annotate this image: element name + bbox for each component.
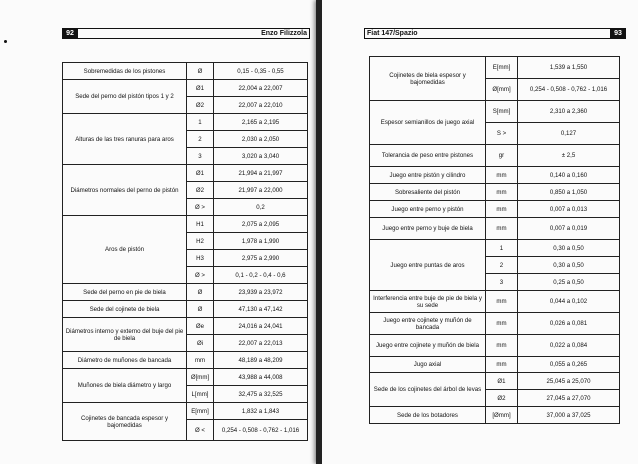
- row-symbol: 3: [486, 274, 518, 291]
- table-row: [370, 57, 620, 79]
- table-row: [63, 352, 308, 369]
- table-row: [370, 101, 620, 123]
- row-symbol: mm: [486, 291, 518, 313]
- margin-dot: [4, 40, 7, 43]
- row-symbol: mm: [486, 201, 518, 218]
- row-value: 24,016 a 24,041: [214, 318, 308, 335]
- table-row: [63, 369, 308, 386]
- row-value: 1,832 a 1,843: [214, 403, 308, 420]
- table-row: [63, 284, 308, 301]
- row-description: Juego entre cojinete y muñón de bancada: [370, 313, 486, 335]
- table-row: [63, 318, 308, 335]
- row-symbol: L[mm]: [187, 386, 214, 403]
- row-symbol: Ø1: [486, 373, 518, 390]
- row-description: Sobresaliente del pistón: [370, 184, 486, 201]
- table-row: [63, 114, 308, 131]
- row-symbol: Ø: [187, 301, 214, 318]
- table-row: [370, 335, 620, 357]
- row-value: 22,004 a 22,007: [214, 80, 308, 97]
- right-page: [322, 0, 638, 464]
- row-value: 32,475 a 32,525: [214, 386, 308, 403]
- row-symbol: gr: [486, 145, 518, 167]
- table-row: [370, 201, 620, 218]
- row-description: Espesor semianillos de juego axial: [370, 101, 486, 145]
- row-value: 2,030 a 2,050: [214, 131, 308, 148]
- row-symbol: 2: [187, 131, 214, 148]
- row-value: 22,007 a 22,013: [214, 335, 308, 352]
- row-symbol: 1: [187, 114, 214, 131]
- row-value: 0,2: [214, 199, 308, 216]
- row-value: 48,189 a 48,209: [214, 352, 308, 369]
- row-value: 0,140 a 0,160: [518, 167, 620, 184]
- row-value: 22,007 a 22,010: [214, 97, 308, 114]
- row-value: 1,978 a 1,990: [214, 233, 308, 250]
- row-symbol: E[mm]: [187, 403, 214, 420]
- row-value: 0,007 a 0,019: [518, 218, 620, 240]
- table-row: [63, 216, 308, 233]
- row-value: ± 2,5: [518, 145, 620, 167]
- table-row: [370, 145, 620, 167]
- row-value: 0,127: [518, 123, 620, 145]
- row-symbol: Ø >: [187, 199, 214, 216]
- row-value: 3,020 a 3,040: [214, 148, 308, 165]
- table-row: [63, 63, 308, 80]
- row-description: Muñones de biela diámetro y largo: [63, 369, 187, 403]
- row-description: Diámetro de muñones de bancada: [63, 352, 187, 369]
- left-page-number: 92: [62, 28, 78, 39]
- row-value: 0,30 a 0,50: [518, 257, 620, 274]
- row-value: 0,1 - 0,2 - 0,4 - 0,6: [214, 267, 308, 284]
- row-symbol: 1: [486, 240, 518, 257]
- row-value: 2,310 a 2,360: [518, 101, 620, 123]
- row-value: 2,975 a 2,990: [214, 250, 308, 267]
- row-symbol: mm: [486, 335, 518, 357]
- left-page: [0, 0, 316, 464]
- table-row: [370, 407, 620, 424]
- row-symbol: H1: [187, 216, 214, 233]
- row-symbol: E[mm]: [486, 57, 518, 79]
- row-symbol: [Ømm]: [486, 407, 518, 424]
- table-row: [370, 240, 620, 257]
- row-value: 25,045 a 25,070: [518, 373, 620, 390]
- row-description: Cojinetes de biela espesor y bajomedidas: [370, 57, 486, 101]
- row-value: 0,254 - 0,508 - 0,762 - 1,016: [214, 420, 308, 441]
- row-description: Jugo axial: [370, 357, 486, 373]
- row-symbol: Ø1: [187, 165, 214, 182]
- row-description: Juego entre perno y pistón: [370, 201, 486, 218]
- row-value: 2,165 a 2,195: [214, 114, 308, 131]
- row-description: Sede del cojinete de biela: [63, 301, 187, 318]
- table-row: [63, 301, 308, 318]
- row-value: 21,994 a 21,997: [214, 165, 308, 182]
- row-description: Sede del perno en pie de biela: [63, 284, 187, 301]
- row-value: 0,055 a 0,265: [518, 357, 620, 373]
- table-row: [63, 80, 308, 97]
- row-description: Alturas de las tres ranuras para aros: [63, 114, 187, 165]
- right-running-head: Fiat 147/Spazio: [367, 30, 418, 37]
- row-value: 47,130 a 47,142: [214, 301, 308, 318]
- row-symbol: Ø2: [486, 390, 518, 407]
- row-symbol: Ø: [187, 63, 214, 80]
- row-description: Sede del perno del pistón tipos 1 y 2: [63, 80, 187, 114]
- row-value: 23,939 a 23,972: [214, 284, 308, 301]
- row-value: 43,988 a 44,008: [214, 369, 308, 386]
- row-symbol: mm: [187, 352, 214, 369]
- row-value: 0,850 a 1,050: [518, 184, 620, 201]
- row-value: 0,022 a 0,084: [518, 335, 620, 357]
- right-spec-table: [369, 56, 620, 424]
- right-page-header: [364, 28, 626, 39]
- row-description: Aros de pistón: [63, 216, 187, 284]
- row-description: Tolerancia de peso entre pistones: [370, 145, 486, 167]
- row-symbol: mm: [486, 167, 518, 184]
- row-value: 0,30 a 0,50: [518, 240, 620, 257]
- left-page-header: [62, 28, 310, 39]
- table-row: [370, 373, 620, 390]
- row-value: 27,045 a 27,070: [518, 390, 620, 407]
- row-value: 0,026 a 0,081: [518, 313, 620, 335]
- row-value: 0,15 - 0,35 - 0,55: [214, 63, 308, 80]
- row-symbol: mm: [486, 184, 518, 201]
- table-row: [370, 291, 620, 313]
- row-value: 0,044 a 0,102: [518, 291, 620, 313]
- left-running-head: Enzo Filizzola: [261, 30, 307, 37]
- table-row: [63, 403, 308, 420]
- row-symbol: Ø[mm]: [486, 79, 518, 101]
- row-description: Diámetros normales del perno de pistón: [63, 165, 187, 216]
- row-value: 21,997 a 22,000: [214, 182, 308, 199]
- table-row: [370, 167, 620, 184]
- row-symbol: Ø: [187, 284, 214, 301]
- row-symbol: H3: [187, 250, 214, 267]
- row-description: Juego entre perno y buje de biela: [370, 218, 486, 240]
- row-symbol: Ø[mm]: [187, 369, 214, 386]
- row-symbol: Ø2: [187, 182, 214, 199]
- table-row: [63, 165, 308, 182]
- row-symbol: mm: [486, 357, 518, 373]
- row-description: Interferencia entre buje de pie de biela y su sede: [370, 291, 486, 313]
- row-description: Juego entre cojinete y muñón de biela: [370, 335, 486, 357]
- row-symbol: 3: [187, 148, 214, 165]
- row-description: Sede de los botadores: [370, 407, 486, 424]
- row-description: Diámetros interno y externo del buje del pie de biela: [63, 318, 187, 352]
- row-description: Juego entre pistón y cilindro: [370, 167, 486, 184]
- row-symbol: mm: [486, 313, 518, 335]
- right-page-number: 93: [610, 28, 626, 39]
- table-row: [370, 357, 620, 373]
- row-value: 2,075 a 2,095: [214, 216, 308, 233]
- row-description: Cojinetes de bancada espesor y bajomedidas: [63, 403, 187, 441]
- row-symbol: 2: [486, 257, 518, 274]
- row-symbol: S >: [486, 123, 518, 145]
- row-symbol: H2: [187, 233, 214, 250]
- row-description: Juego entre puntas de aros: [370, 240, 486, 291]
- row-symbol: Øi: [187, 335, 214, 352]
- row-symbol: Ø2: [187, 97, 214, 114]
- row-symbol: Ø >: [187, 267, 214, 284]
- row-description: Sobremedidas de los pistones: [63, 63, 187, 80]
- table-row: [370, 218, 620, 240]
- row-value: 0,007 a 0,013: [518, 201, 620, 218]
- row-symbol: Ø <: [187, 420, 214, 441]
- row-value: 0,25 a 0,50: [518, 274, 620, 291]
- table-row: [370, 313, 620, 335]
- row-symbol: S[mm]: [486, 101, 518, 123]
- row-description: Sede de los cojinetes del árbol de levas: [370, 373, 486, 407]
- row-symbol: Øe: [187, 318, 214, 335]
- left-spec-table: [62, 62, 308, 441]
- row-value: 1,539 a 1,550: [518, 57, 620, 79]
- row-value: 37,000 a 37,025: [518, 407, 620, 424]
- table-row: [370, 184, 620, 201]
- row-symbol: mm: [486, 218, 518, 240]
- row-symbol: Ø1: [187, 80, 214, 97]
- row-value: 0,254 - 0,508 - 0,762 - 1,016: [518, 79, 620, 101]
